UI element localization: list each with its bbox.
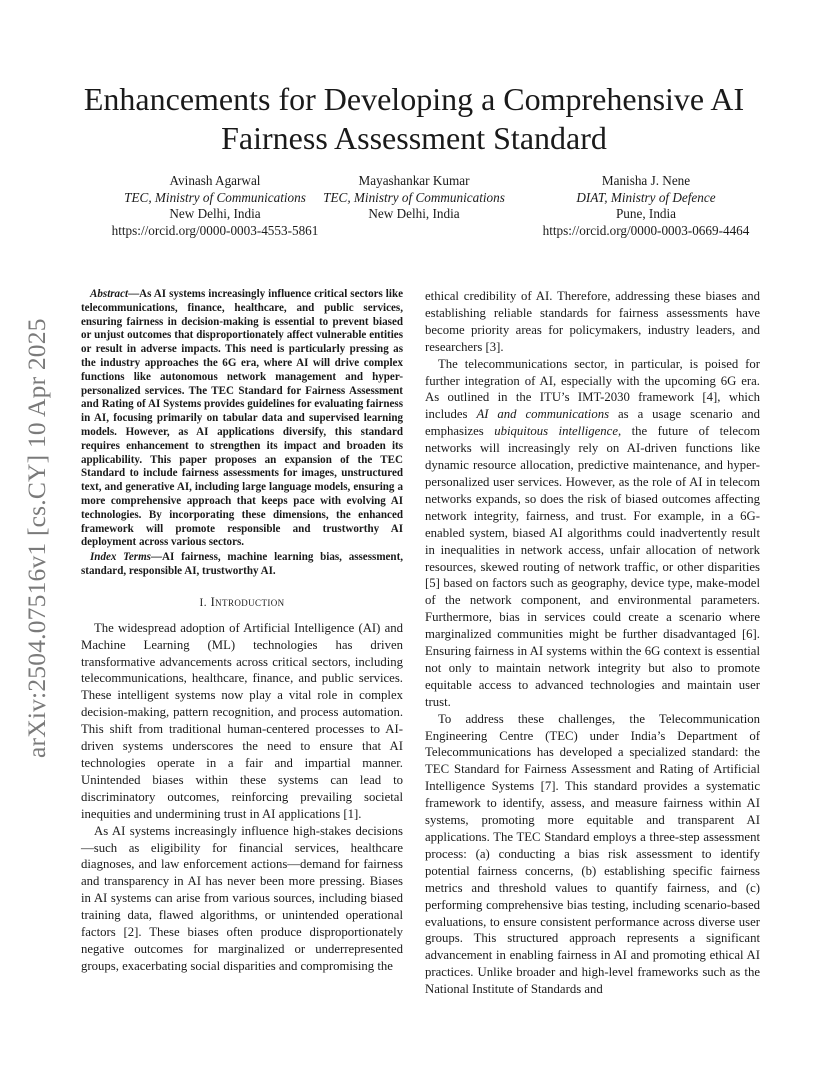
paragraph-text: , the future of telecom networks will increasingly rely on AI-driven functions like dynamic resource allocation, predictive maintenance, and hyper-personalized user services. However, as the role of AI in telecom networks expands, so does the risk of biased outcomes affecting network integrity, fairness, and trust. For example, in a 6G-enabled system, biased AI algorithms could inadvertently result in inequalities in network access, unfair allocation of network resources, skewed routing of network traffic, or other disparities [5] based on factors such as geography, device type, make-model of the network component, and environmental parameters. Furthermore, bias in services could create a scenario where marginalized communities might be further disadvantaged [6]. Ensuring fairness in AI systems within the 6G context is essential not only to maintain network integrity but also to promote equitable access to advanced technologies and maintain user trust. [425, 424, 760, 709]
abstract-label: Abstract [90, 288, 129, 300]
section-heading [81, 595, 403, 610]
arxiv-identifier: arXiv:2504.07516v1 [cs.CY] 10 Apr 2025 [22, 318, 51, 758]
emphasized-term: ubiquitous intelligence [494, 424, 618, 439]
author-block-1 [95, 173, 335, 239]
author-name: Manisha J. Nene [601, 173, 691, 188]
author-orcid-link[interactable]: https://orcid.org/0000-0003-4553-5861 [111, 222, 319, 238]
author-affiliation: DIAT, Ministry of Defence [576, 189, 716, 205]
index-terms-text: —AI fairness, machine learning bias, assessment, standard, responsible AI, trustworthy AI. [81, 551, 404, 577]
section-title: Introduction [210, 594, 285, 609]
left-column [81, 288, 403, 975]
paper-title: Enhancements for Developing a Comprehensive AI Fairness Assessment Standard [83, 81, 745, 156]
section-number: I. [199, 596, 211, 609]
author-affiliation: TEC, Ministry of Communications [323, 189, 505, 205]
index-terms [81, 551, 403, 579]
author-orcid-link[interactable]: https://orcid.org/0000-0003-0669-4464 [542, 222, 750, 238]
intro-paragraph-2: As AI systems increasingly influence high-stakes decisions—such as eligibility for financial services, healthcare diagnoses, and law enforcement actions—demand for fairness and transparency in AI has never been more pressing. Biases in AI systems can arise from various sources, including biased training data, flawed algorithms, or unintended operational factors [2]. These biases often produce disproportionately negative outcomes for marginalized or underrepresented groups, exacerbating social disparities and compromising the [81, 823, 403, 973]
arxiv-identifier-margin [22, 258, 62, 758]
intro-paragraph-4: To address these challenges, the Telecommunication Engineering Centre (TEC) under India’s Department of Telecommunications has developed a specialized standard: the TEC Standard for Fairness Assessment and Rating of Artificial Intelligence Systems [7]. This standard provides a systematic framework to identify, assess, and measure fairness within AI systems, promoting more equitable and transparent AI applications. The TEC Standard employs a three-step assessment process: (a) conducting a bias risk assessment to identify potential fairness concerns, (b) establishing specific fairness metrics and threshold values to quantify fairness, and (c) performing comprehensive bias testing, including scenario-based evaluations, to ensure consistent performance across diverse user groups. This structured approach represents a significant advancement in enabling fairness in AI and promoting ethical AI practices. Unlike broader and high-level frameworks such as the National Institute of Standards and [425, 711, 760, 997]
abstract-text: —As AI systems increasingly influence critical sectors like telecommunications, finance, healthcare, and public services, ensuring fairness in decision-making is essential to prevent biased or unjust outcomes that disproportionately affect vulnerable entities or result in adverse impacts. This need is particularly pressing as the industry approaches the 6G era, where AI will drive complex functions like autonomous network management and hyper-personalized services. The TEC Standard for Fairness Assessment and Rating of AI Systems provides guidelines for evaluating fairness in AI, focusing primarily on tabular data and supervised learning models. However, as AI applications diversify, this standard requires enhancement to strengthen its impact and broaden its applicability. This paper proposes an expansion of the TEC Standard to include fairness assessments for images, unstructured text, and generative AI, including large language models, ensuring a more comprehensive approach that keeps pace with evolving AI technologies. By incorporating these dimensions, the enhanced framework will promote responsible and trustworthy AI deployment across various sectors. [81, 288, 403, 549]
author-location: New Delhi, India [169, 206, 261, 221]
abstract [81, 288, 403, 550]
index-terms-label: Index Terms [90, 551, 151, 564]
intro-paragraph-1: The widespread adoption of Artificial Intelligence (AI) and Machine Learning (ML) technologies has driven transformative advancements across critical sectors, including telecommunications, healthcare, finance, and public services. These intelligent systems now play a vital role in complex decision-making, pattern recognition, and process automation. This shift from traditional human-centered processes to AI-driven systems underscores the need to ensure that AI technologies operate in a fair and impartial manner. Unintended biases within these systems can lead to discriminatory outcomes, reinforcing prevailing societal inequities and undermining trust in AI applications [1]. [81, 620, 403, 821]
right-column [425, 288, 760, 998]
author-location: Pune, India [615, 206, 677, 221]
author-name: Avinash Agarwal [169, 173, 261, 188]
author-name: Mayashankar Kumar [358, 173, 470, 188]
author-block-2 [300, 173, 528, 223]
author-block-3 [515, 173, 777, 239]
intro-paragraph-3 [425, 356, 760, 711]
emphasized-term: AI and communications [476, 407, 610, 422]
paragraph-text: The telecommunications sector, in particular, is poised for further integration of AI, especially with the upcoming 6G era. As outlined in the ITU’s IMT-2030 framework [4], which includes [425, 356, 760, 422]
author-affiliation: TEC, Ministry of Communications [124, 189, 306, 205]
intro-paragraph-2-continued: ethical credibility of AI. Therefore, addressing these biases and establishing reliable standards for fairness assessments have become priority areas for policymakers, industry leaders, and researchers [3]. [425, 289, 760, 354]
paragraph-text: as a usage scenario and emphasizes [425, 407, 760, 439]
author-location: New Delhi, India [368, 206, 460, 221]
